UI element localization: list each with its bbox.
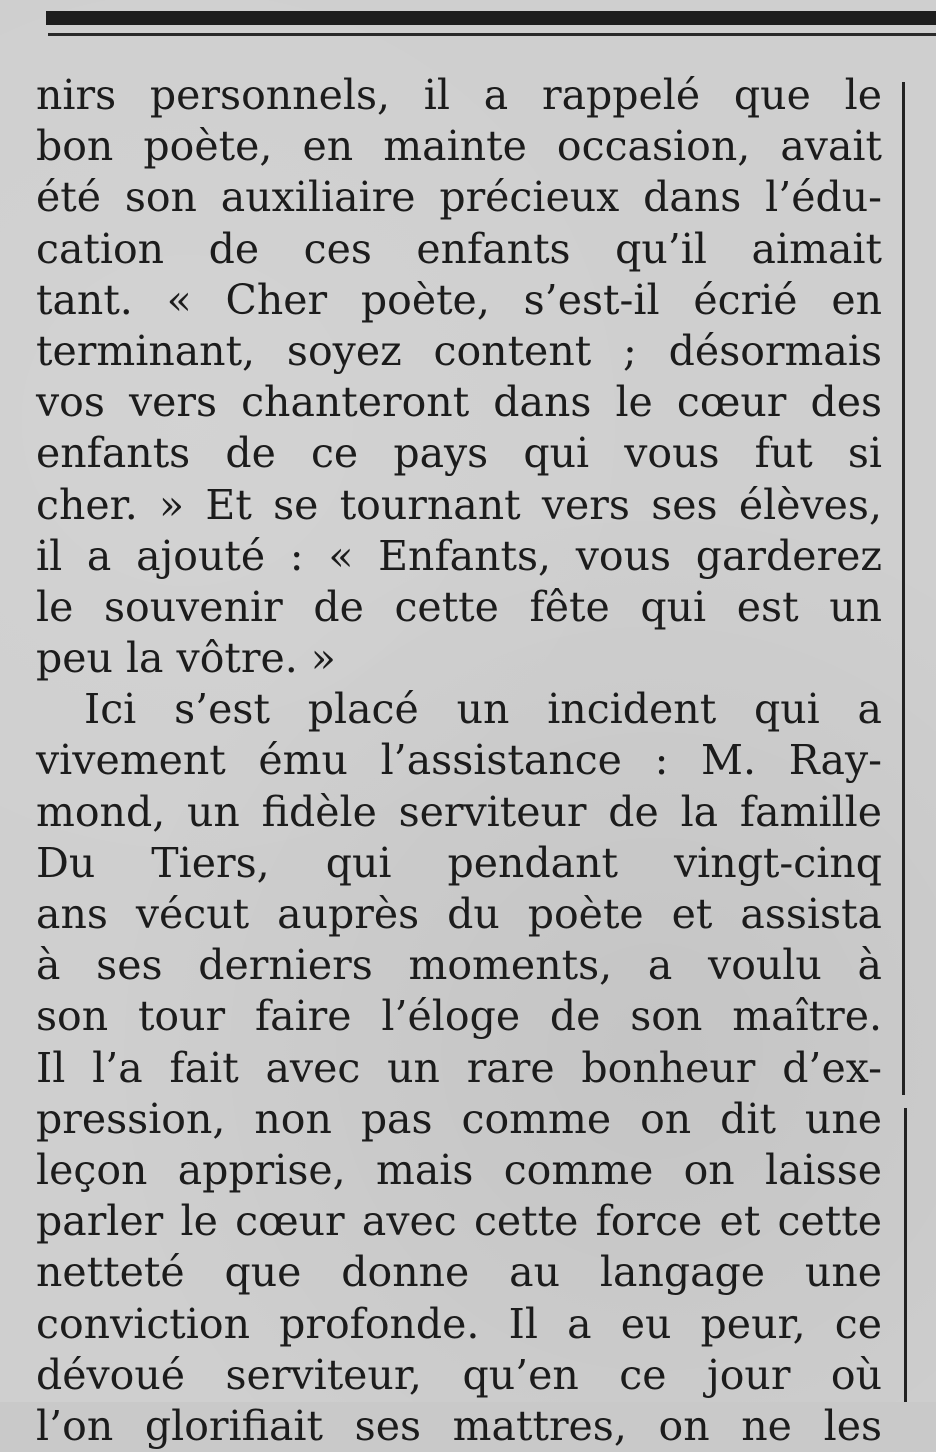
text-line: cation de ces enfants qu’il aimait bbox=[36, 224, 882, 273]
text-line: nirs personnels, il a rappelé que le bbox=[36, 71, 882, 119]
text-line: vivement ému l’assistance : M. Ray- bbox=[36, 736, 882, 785]
text-line: son tour faire l’éloge de son maître. bbox=[36, 992, 882, 1041]
column-rule-lower bbox=[904, 1108, 907, 1402]
text-line: tant. « Cher poète, s’est-il écrié en bbox=[36, 275, 882, 324]
text-line: ans vécut auprès du poète et assista bbox=[36, 890, 882, 938]
cut-off-text-line: l’on glorifiait ses mattres, on ne les bbox=[36, 1401, 882, 1450]
text-line: enfants de ce pays qui vous fut si bbox=[36, 429, 882, 478]
top-thin-rule bbox=[48, 33, 936, 36]
text-line: Il l’a fait avec un rare bonheur d’ex- bbox=[36, 1043, 882, 1092]
text-line: mond, un fidèle serviteur de la famille bbox=[36, 787, 882, 836]
text-line: il a ajouté : « Enfants, vous garderez bbox=[36, 531, 882, 580]
text-line: bon poète, en mainte occasion, avait bbox=[36, 122, 882, 171]
column-rule-upper bbox=[902, 82, 905, 1095]
text-line: netteté que donne au langage une bbox=[36, 1248, 882, 1297]
text-line: pression, non pas comme on dit une bbox=[36, 1094, 882, 1143]
text-line: le souvenir de cette fête qui est un bbox=[36, 582, 882, 631]
article-text-column bbox=[36, 70, 882, 1450]
text-line: vos vers chanteront dans le cœur des bbox=[36, 378, 882, 427]
text-line: leçon apprise, mais comme on laisse bbox=[36, 1145, 882, 1194]
text-line: dévoué serviteur, qu’en ce jour où bbox=[36, 1350, 882, 1399]
text-line: terminant, soyez content ; désormais bbox=[36, 326, 882, 375]
paragraph-start-line: Ici s’est placé un incident qui a bbox=[84, 685, 882, 734]
paragraph-end-line: peu la vôtre. » bbox=[36, 634, 336, 683]
text-line: cher. » Et se tournant vers ses élèves, bbox=[36, 480, 882, 529]
text-line: conviction profonde. Il a eu peur, ce bbox=[36, 1299, 882, 1348]
text-line: Du Tiers, qui pendant vingt-cinq bbox=[36, 838, 882, 887]
text-line: à ses derniers moments, a voulu à bbox=[36, 941, 882, 990]
top-thick-rule bbox=[46, 11, 936, 25]
text-line: parler le cœur avec cette force et cette bbox=[36, 1197, 882, 1246]
text-line: été son auxiliaire précieux dans l’édu- bbox=[36, 173, 882, 222]
